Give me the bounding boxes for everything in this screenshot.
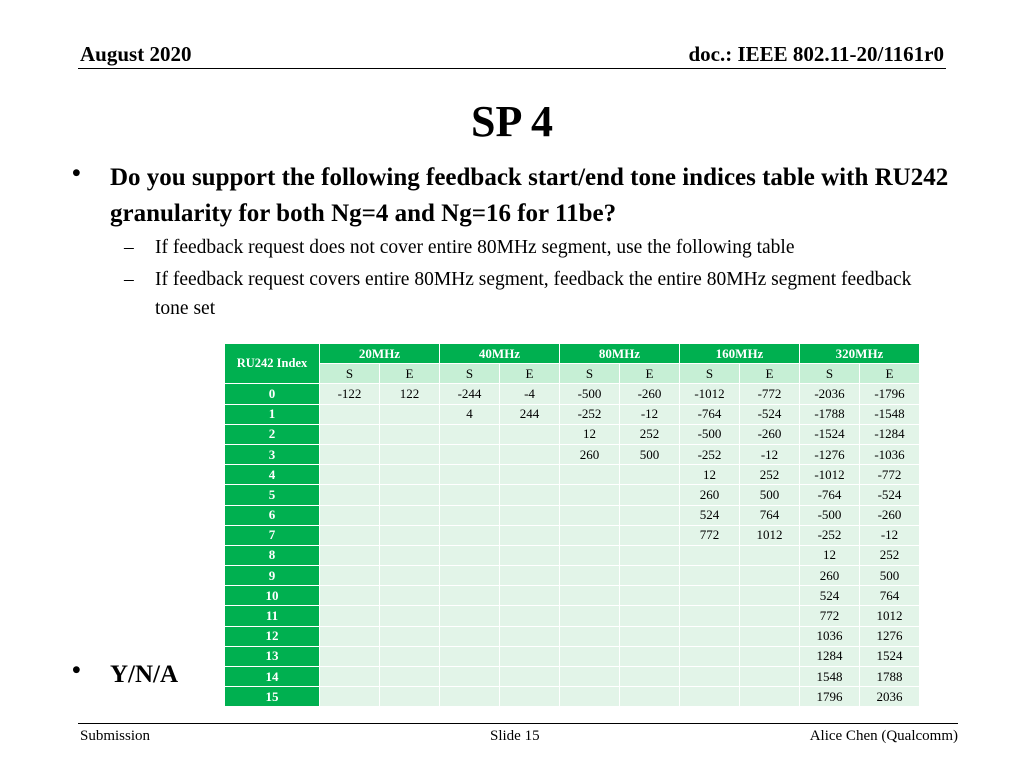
ru-index-cell: 11 [225,606,320,626]
tone-index-cell [560,545,620,565]
band-160mhz: 160MHz [680,344,800,364]
tone-index-cell [440,626,500,646]
tone-index-cell: -244 [440,384,500,404]
tone-index-cell [680,606,740,626]
tone-index-cell: -1036 [860,444,920,464]
tone-index-cell: 122 [380,384,440,404]
tone-index-cell [320,404,380,424]
tone-index-cell [620,465,680,485]
tone-index-cell [500,424,560,444]
ru-index-cell: 8 [225,545,320,565]
ru-index-cell: 7 [225,525,320,545]
tone-index-cell: -772 [740,384,800,404]
table-row [225,566,920,586]
start-header: S [440,364,500,384]
tone-index-cell: -1788 [800,404,860,424]
tone-index-cell [500,606,560,626]
end-header: E [500,364,560,384]
tone-index-cell [500,465,560,485]
band-80mhz: 80MHz [560,344,680,364]
sub-bullet-1-text: If feedback request does not cover entire 80MHz segment, use the following table [155,237,795,258]
tone-index-cell: -500 [560,384,620,404]
tone-index-cell [620,525,680,545]
tone-index-cell [440,485,500,505]
footer-divider [78,723,958,724]
tone-index-cell [440,505,500,525]
tone-index-cell [320,566,380,586]
tone-index-cell: 1036 [800,626,860,646]
bullet-glyph: • [72,657,81,684]
tone-index-cell: 1276 [860,626,920,646]
band-20mhz: 20MHz [320,344,440,364]
start-header: S [680,364,740,384]
tone-index-cell: -1796 [860,384,920,404]
table-row [225,404,920,424]
tone-index-cell [320,465,380,485]
tone-index-cell [680,566,740,586]
footer-submission: Submission [80,728,151,744]
tone-index-cell: 1796 [800,687,860,707]
tone-index-cell [440,465,500,485]
tone-index-cell: -1548 [860,404,920,424]
tone-index-cell: 1524 [860,646,920,666]
tone-index-cell: -252 [560,404,620,424]
tone-index-cell: -252 [800,525,860,545]
tone-index-cell: 2036 [860,687,920,707]
tone-index-cell [320,444,380,464]
sub-bullet-2-text: If feedback request covers entire 80MHz segment, feedback the entire 80MHz segment feedback tone set [155,269,912,319]
table-row [225,525,920,545]
tone-index-cell: 764 [860,586,920,606]
ru-index-cell: 5 [225,485,320,505]
ru242-index-header: RU242 Index [225,344,320,384]
band-320mhz: 320MHz [800,344,920,364]
ru-index-cell: 0 [225,384,320,404]
dash-glyph: – [124,237,134,258]
tone-index-cell [440,444,500,464]
tone-index-cell [440,606,500,626]
tone-index-cell: -772 [860,465,920,485]
header-divider [78,68,946,69]
tone-index-cell [440,525,500,545]
tone-index-cell [620,485,680,505]
tone-index-cell: 764 [740,505,800,525]
tone-index-cell [320,586,380,606]
header-date: August 2020 [80,42,192,66]
tone-index-cell [380,485,440,505]
dash-glyph: – [124,269,134,290]
table-row [225,485,920,505]
table-row [225,444,920,464]
tone-index-cell: 244 [500,404,560,424]
tone-index-cell [500,545,560,565]
ru-index-cell: 9 [225,566,320,586]
tone-index-cell [500,566,560,586]
start-header: S [320,364,380,384]
tone-index-cell [380,545,440,565]
tone-index-cell [740,586,800,606]
ru-index-cell: 2 [225,424,320,444]
bullet-glyph: • [72,160,81,187]
tone-index-cell [560,566,620,586]
table-row [225,545,920,565]
ru-index-cell: 6 [225,505,320,525]
tone-index-cell [560,465,620,485]
start-header: S [800,364,860,384]
tone-index-cell: -260 [740,424,800,444]
tone-index-cell: 772 [680,525,740,545]
tone-index-cell: 260 [680,485,740,505]
tone-index-cell: 12 [680,465,740,485]
tone-index-cell [440,586,500,606]
tone-index-cell: 260 [560,444,620,464]
table-row [225,606,920,626]
table-row [225,424,920,444]
tone-index-cell: 1548 [800,667,860,687]
ru-index-cell: 4 [225,465,320,485]
answer-text: Y/N/A [110,661,179,688]
band-40mhz: 40MHz [440,344,560,364]
start-header: S [560,364,620,384]
tone-index-cell [620,626,680,646]
tone-index-cell: 252 [860,545,920,565]
tone-index-cell: 524 [800,586,860,606]
tone-index-cell [440,424,500,444]
tone-index-cell: 252 [740,465,800,485]
tone-index-cell [320,485,380,505]
tone-index-table [224,343,920,707]
tone-index-cell [320,606,380,626]
tone-index-cell [740,545,800,565]
tone-index-cell [500,586,560,606]
tone-index-cell [560,525,620,545]
tone-index-cell [380,626,440,646]
tone-index-cell: -12 [740,444,800,464]
tone-index-cell: -4 [500,384,560,404]
tone-index-cell: -524 [860,485,920,505]
ru-index-cell: 10 [225,586,320,606]
tone-index-cell [380,566,440,586]
tone-index-cell: -500 [800,505,860,525]
tone-index-cell [740,606,800,626]
tone-index-cell: 524 [680,505,740,525]
table-row [225,626,920,646]
tone-index-cell: -524 [740,404,800,424]
end-header: E [860,364,920,384]
tone-index-cell [500,505,560,525]
table-row [225,586,920,606]
tone-index-cell: 772 [800,606,860,626]
tone-index-cell: 4 [440,404,500,424]
tone-index-cell: -122 [320,384,380,404]
question-text: Do you support the following feedback start/end tone indices table with RU242 granularity for both Ng=4 and Ng=16 for 11be? [110,164,949,227]
tone-index-cell [620,586,680,606]
tone-index-cell: 1284 [800,646,860,666]
tone-index-cell [680,586,740,606]
tone-index-cell: 12 [560,424,620,444]
table-row [225,505,920,525]
tone-index-cell [500,525,560,545]
tone-index-cell: -260 [620,384,680,404]
tone-index-cell: 1788 [860,667,920,687]
tone-index-cell: 12 [800,545,860,565]
tone-index-cell [560,606,620,626]
footer-author: Alice Chen (Qualcomm) [809,728,958,744]
tone-index-cell [380,465,440,485]
tone-index-cell: -764 [800,485,860,505]
tone-index-cell [620,505,680,525]
band-header-row [225,344,920,364]
slide-title: SP 4 [471,97,553,146]
end-header: E [380,364,440,384]
tone-index-cell: 500 [860,566,920,586]
tone-index-cell [380,606,440,626]
tone-index-cell [440,566,500,586]
table-row [225,384,920,404]
ru-index-cell: 15 [225,687,320,707]
tone-index-cell [500,485,560,505]
tone-index-cell: -12 [620,404,680,424]
tone-index-cell: -252 [680,444,740,464]
end-header: E [620,364,680,384]
tone-index-cell: 252 [620,424,680,444]
tone-index-cell: -2036 [800,384,860,404]
tone-index-cell: -1012 [800,465,860,485]
tone-index-cell: -12 [860,525,920,545]
tone-index-cell: -1012 [680,384,740,404]
tone-index-cell [680,626,740,646]
tone-index-cell [320,545,380,565]
tone-index-cell: -1276 [800,444,860,464]
tone-index-cell [560,485,620,505]
tone-index-cell: 260 [800,566,860,586]
tone-index-cell: -1524 [800,424,860,444]
end-header: E [740,364,800,384]
tone-index-cell [680,545,740,565]
tone-index-cell [560,586,620,606]
tone-index-cell [620,606,680,626]
tone-index-cell: -1284 [860,424,920,444]
tone-index-cell [320,626,380,646]
ru-index-cell: 12 [225,626,320,646]
tone-index-cell: 500 [620,444,680,464]
tone-index-cell: -260 [860,505,920,525]
table-row [225,465,920,485]
tone-index-cell [380,525,440,545]
tone-index-cell [380,444,440,464]
tone-index-cell [620,566,680,586]
ru-index-cell: 3 [225,444,320,464]
ru-index-cell: 14 [225,667,320,687]
se-header-row [225,364,920,384]
tone-index-cell [560,505,620,525]
tone-index-cell [380,424,440,444]
ru-index-cell: 13 [225,646,320,666]
tone-index-cell [740,566,800,586]
tone-index-cell: 1012 [860,606,920,626]
tone-index-cell [500,626,560,646]
tone-index-cell [380,505,440,525]
tone-index-cell [740,626,800,646]
tone-index-cell [560,626,620,646]
tone-index-cell [380,404,440,424]
tone-index-cell: -500 [680,424,740,444]
header-doc-id: doc.: IEEE 802.11-20/1161r0 [688,42,944,66]
tone-index-cell: -764 [680,404,740,424]
tone-index-cell [320,424,380,444]
tone-index-cell [320,505,380,525]
ru-index-cell: 1 [225,404,320,424]
tone-index-cell [320,525,380,545]
tone-index-cell [620,545,680,565]
tone-index-cell [500,444,560,464]
tone-index-cell: 1012 [740,525,800,545]
tone-index-cell [380,586,440,606]
tone-index-cell [440,545,500,565]
footer-slide-number: Slide 15 [490,728,540,744]
tone-index-cell: 500 [740,485,800,505]
